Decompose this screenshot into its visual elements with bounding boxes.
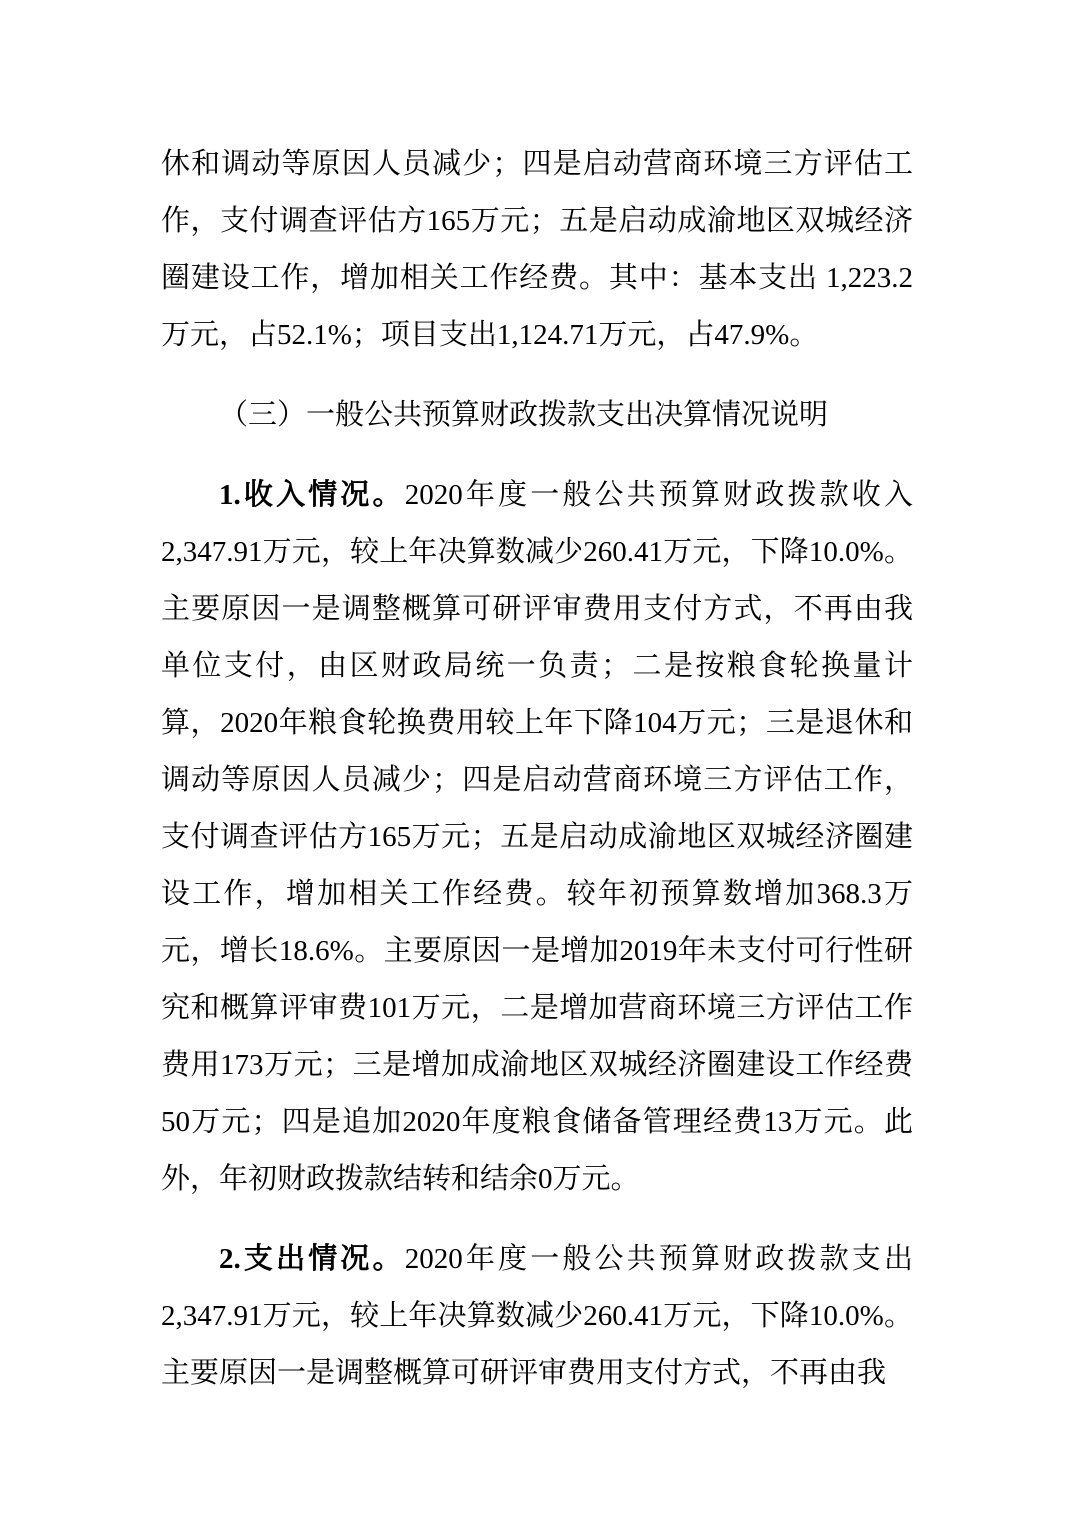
bold-lead-text: 2.支出情况。 bbox=[219, 1243, 405, 1275]
para-expenditure-situation bbox=[161, 1231, 913, 1402]
bold-lead-text: 1.收入情况。 bbox=[219, 479, 405, 511]
document-content bbox=[161, 136, 913, 1402]
para-income-situation bbox=[161, 467, 913, 1208]
body-text: （三）一般公共预算财政拨款支出决算情况说明 bbox=[219, 399, 829, 431]
body-text: 2020年度一般公共预算财政拨款支出2,347.91万元，较上年决算数减少260.41万元，下降10.0%。主要原因一是调整概算可研评审费用支付方式，不再由我 bbox=[161, 1243, 913, 1389]
body-text: 休和调动等原因人员减少；四是启动营商环境三方评估工作，支付调查评估方165万元；五是启动成渝地区双城经济圈建设工作，增加相关工作经费。其中：基本支出 1,223.2万元，占52.1%；项目支出1,124.71万元，占47.9%。 bbox=[161, 148, 913, 351]
heading-section-three bbox=[161, 387, 913, 444]
body-text: 2020年度一般公共预算财政拨款收入2,347.91万元，较上年决算数减少260.41万元，下降10.0%。主要原因一是调整概算可研评审费用支付方式，不再由我单位支付，由区财政局统一负责；二是按粮食轮换量计算，2020年粮食轮换费用较上年下降104万元；三是退休和调动等原因人员减少；四是启动营商环境三方评估工作，支付调查评估方165万元；五是启动成渝地区双城经济圈建设工作，增加相关工作经费。较年初预算数增加368.3万元，增长18.6%。主要原因一是增加2019年未支付可行性研究和概算评审费101万元，二是增加营商环境三方评估工作费用173万元；三是增加成渝地区双城经济圈建设工作经费50万元；四是追加2020年度粮食储备管理经费13万元。此外，年初财政拨款结转和结余0万元。 bbox=[161, 479, 913, 1195]
para-carryover-expenditure bbox=[161, 136, 913, 364]
